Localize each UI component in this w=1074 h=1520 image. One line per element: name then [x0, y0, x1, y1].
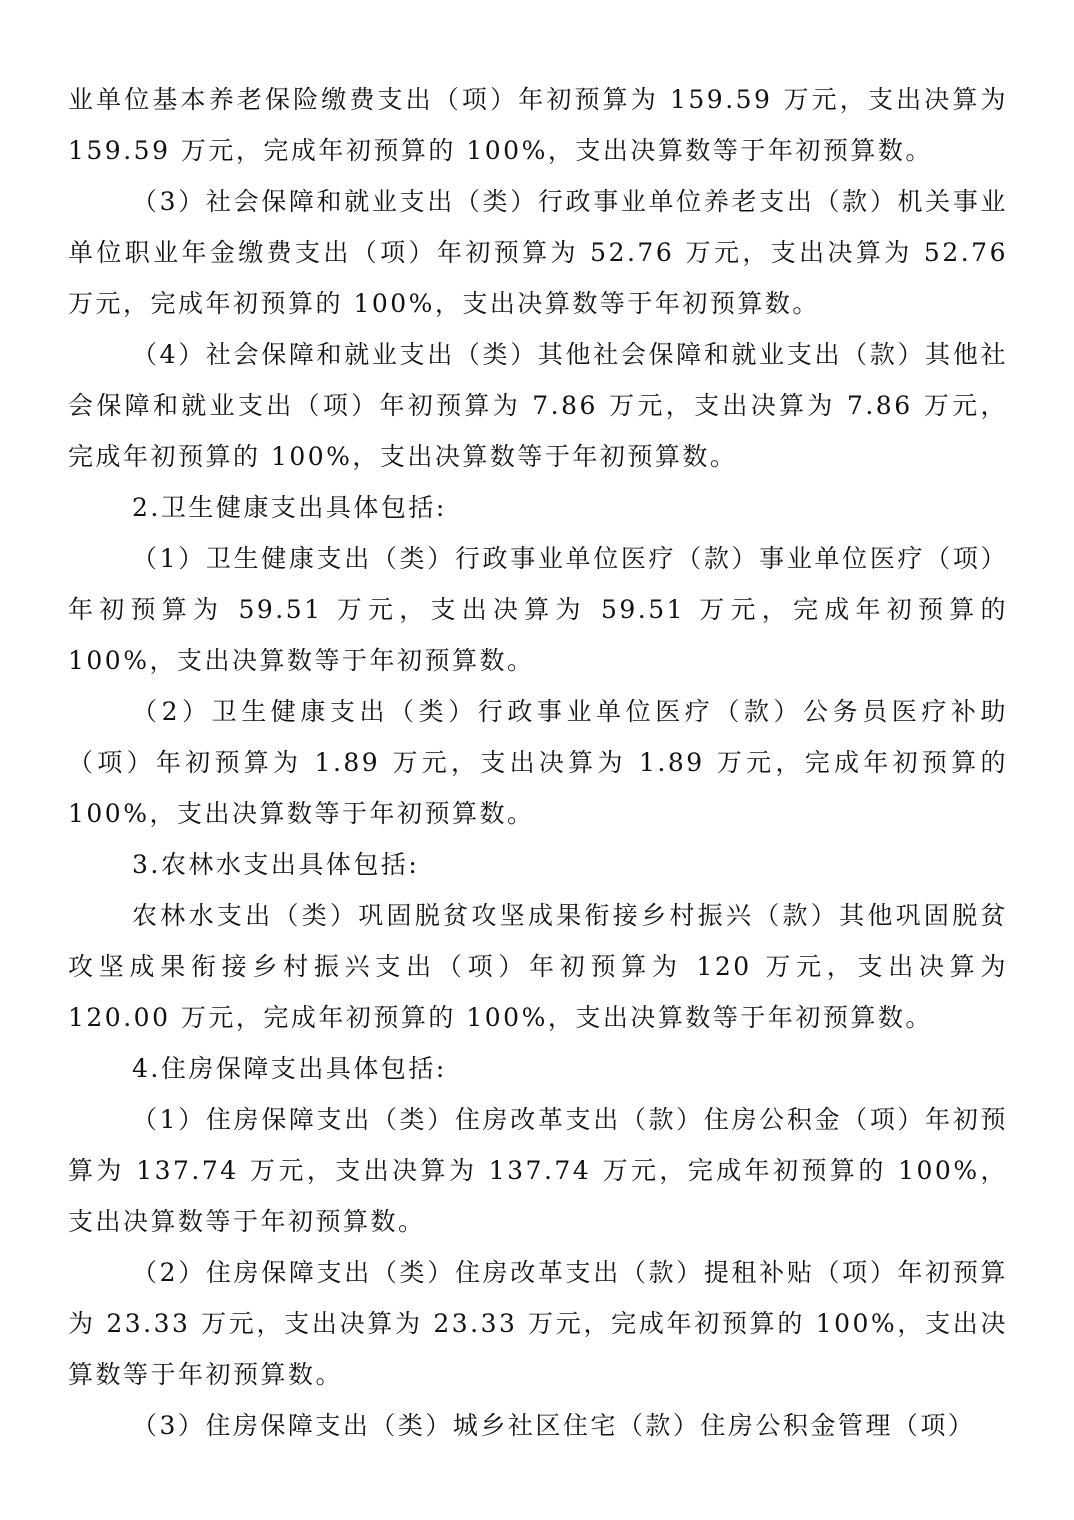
- paragraph-provident-fund-management: （3）住房保障支出（类）城乡社区住宅（款）住房公积金管理（项）: [132, 1411, 976, 1440]
- heading-agriculture-expenditure: 3.农林水支出具体包括:: [132, 850, 420, 879]
- paragraph-pension-contribution: 业单位基本养老保险缴费支出（项）年初预算为 159.59 万元，支出决算为159.59 万元，完成年初预算的 100%，支出决算数等于年初预算数。: [68, 85, 1008, 165]
- paragraph-rural-revitalization: 农林水支出（类）巩固脱贫攻坚成果衔接乡村振兴（款）其他巩固脱贫攻坚成果衔接乡村振兴支出（项）年初预算为 120 万元，支出决算为 120.00 万元，完成年初预算的 100%，支出决算数等于年初预算数。: [68, 901, 1008, 1032]
- paragraph-rent-subsidy: （2）住房保障支出（类）住房改革支出（款）提租补贴（项）年初预算为 23.33 万元，支出决算为 23.33 万元，完成年初预算的 100%，支出决算数等于年初预算数。: [68, 1258, 1008, 1389]
- paragraph-civil-servant-medical: （2）卫生健康支出（类）行政事业单位医疗（款）公务员医疗补助（项）年初预算为 1.89 万元，支出决算为 1.89 万元，完成年初预算的 100%，支出决算数等于年初预算数。: [68, 697, 1008, 828]
- paragraph-housing-provident-fund: （1）住房保障支出（类）住房改革支出（款）住房公积金（项）年初预算为 137.74 万元，支出决算为 137.74 万元，完成年初预算的 100%，支出决算数等于年初预算数。: [68, 1105, 1008, 1236]
- paragraph-occupational-annuity: （3）社会保障和就业支出（类）行政事业单位养老支出（款）机关事业单位职业年金缴费支出（项）年初预算为 52.76 万元，支出决算为 52.76 万元，完成年初预算的 100%，支出决算数等于年初预算数。: [68, 187, 1008, 318]
- paragraph-institution-medical: （1）卫生健康支出（类）行政事业单位医疗（款）事业单位医疗（项）年初预算为 59.51 万元，支出决算为 59.51 万元，完成年初预算的 100%，支出决算数等于年初预算数。: [68, 544, 1008, 675]
- paragraph-other-social-security: （4）社会保障和就业支出（类）其他社会保障和就业支出（款）其他社会保障和就业支出（项）年初预算为 7.86 万元，支出决算为 7.86 万元，完成年初预算的 100%，支出决算数等于年初预算数。: [68, 340, 1008, 471]
- heading-housing-expenditure: 4.住房保障支出具体包括:: [132, 1054, 447, 1083]
- heading-health-expenditure: 2.卫生健康支出具体包括:: [132, 493, 447, 522]
- document-body: [68, 74, 1008, 1451]
